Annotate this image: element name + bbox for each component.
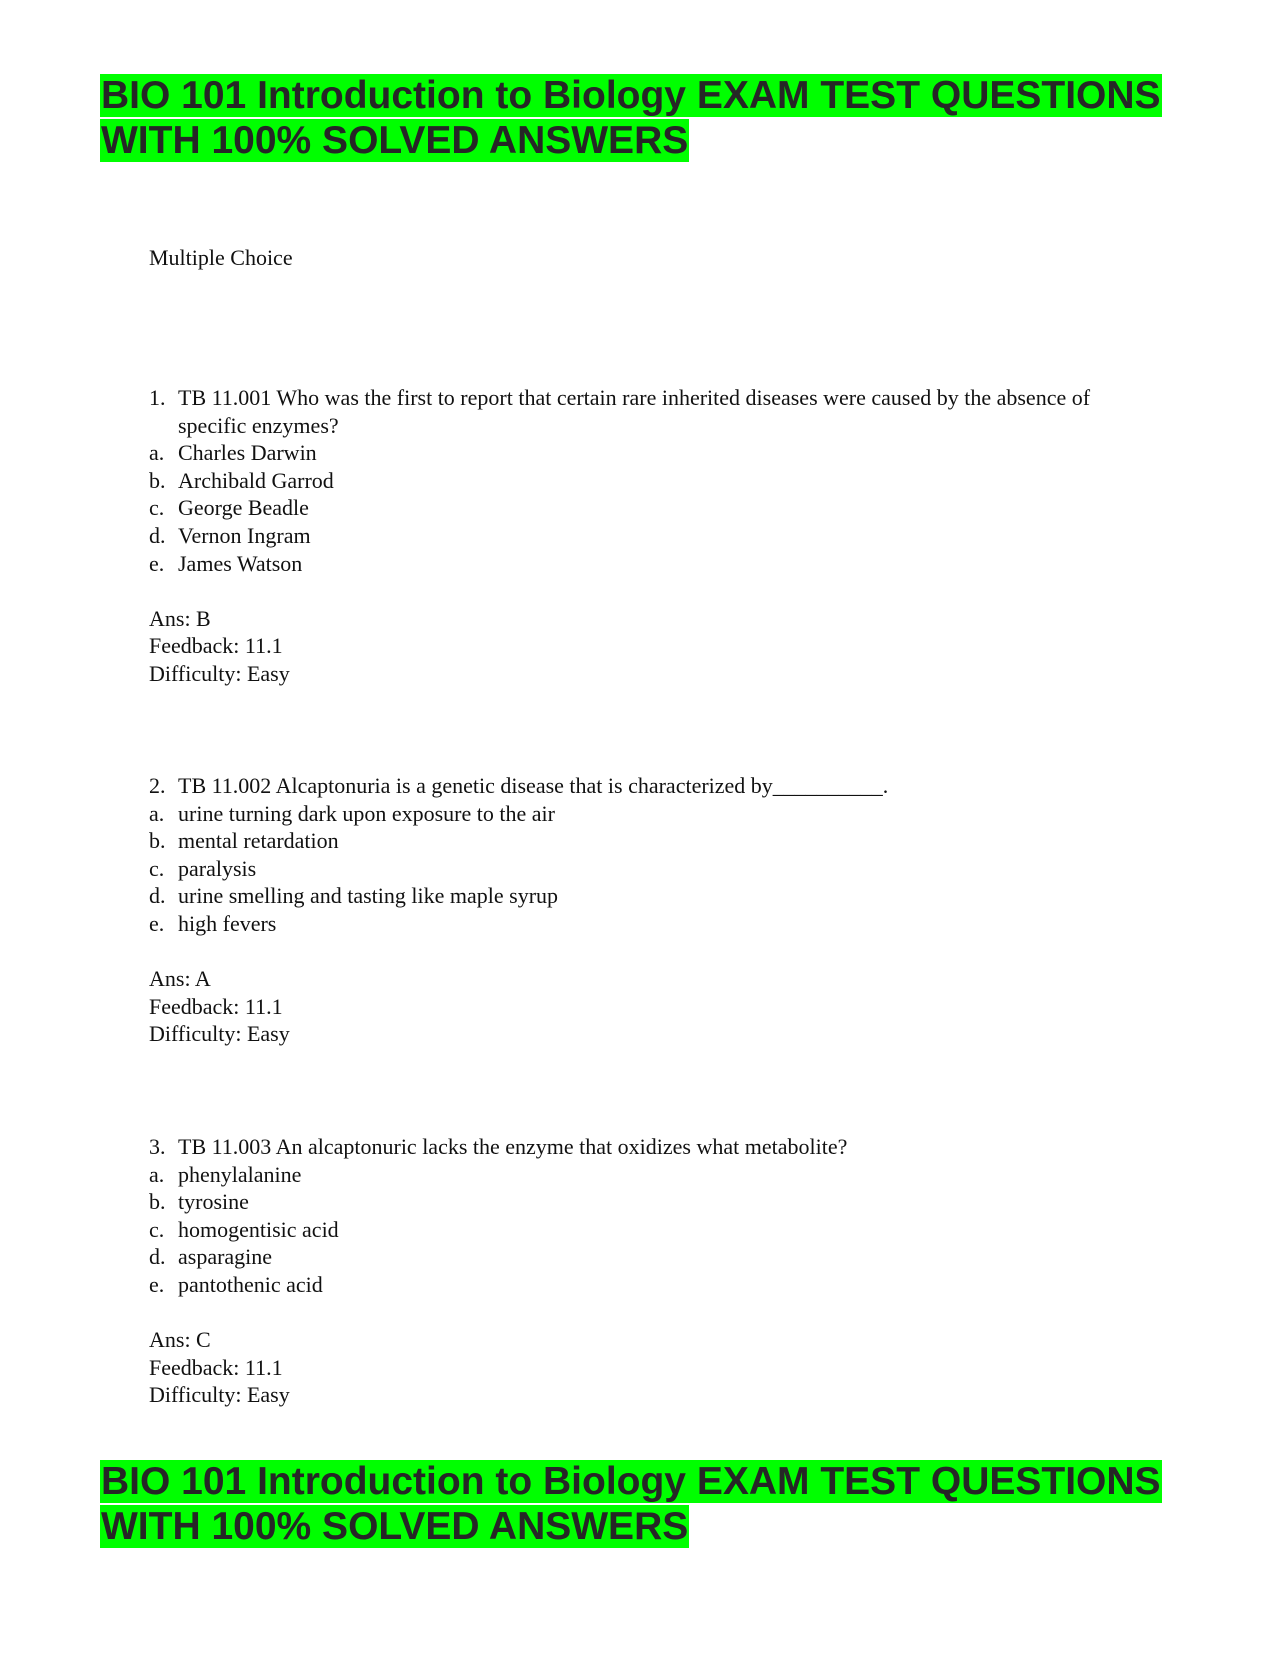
- option-text: homogentisic acid: [178, 1216, 339, 1242]
- option-letter: a.: [149, 800, 165, 826]
- option-d: [149, 882, 1129, 910]
- option-text: James Watson: [178, 550, 303, 576]
- question-stem: [149, 1133, 1129, 1161]
- option-a: [149, 1161, 1129, 1189]
- option-text: high fevers: [178, 910, 277, 936]
- option-text: George Beadle: [178, 495, 309, 521]
- difficulty: Difficulty: Easy: [149, 660, 290, 686]
- feedback: Feedback: 11.1: [149, 1354, 283, 1380]
- feedback: Feedback: 11.1: [149, 993, 283, 1019]
- answer-block: [149, 965, 1129, 1048]
- option-letter: e.: [149, 1271, 165, 1297]
- page-title-line-1: BIO 101 Introduction to Biology EXAM TEST QUESTIONS: [101, 74, 1161, 117]
- option-c: [149, 855, 1129, 883]
- footer-title-line-1: BIO 101 Introduction to Biology EXAM TEST QUESTIONS: [101, 1460, 1161, 1503]
- option-letter: e.: [149, 910, 165, 936]
- answer-block: [149, 605, 1129, 688]
- page-title-line-2: WITH 100% SOLVED ANSWERS: [101, 119, 689, 162]
- question-stem: [149, 384, 1129, 439]
- question-1: [149, 384, 1129, 688]
- option-c: [149, 494, 1129, 522]
- question-2: [149, 772, 1129, 1048]
- difficulty: Difficulty: Easy: [149, 1382, 290, 1408]
- option-text: paralysis: [178, 855, 257, 881]
- option-text: tyrosine: [178, 1189, 249, 1215]
- option-e: [149, 910, 1129, 938]
- option-a: [149, 439, 1129, 467]
- option-letter: b.: [149, 828, 166, 854]
- answer: Ans: A: [149, 966, 211, 992]
- option-letter: d.: [149, 883, 166, 909]
- option-b: [149, 1188, 1129, 1216]
- option-text: Charles Darwin: [178, 440, 317, 466]
- footer-title: [100, 1459, 1162, 1549]
- feedback: Feedback: 11.1: [149, 633, 283, 659]
- answer: Ans: C: [149, 1327, 211, 1353]
- option-text: urine smelling and tasting like maple syrup: [178, 883, 559, 909]
- difficulty: Difficulty: Easy: [149, 1021, 290, 1047]
- option-e: [149, 550, 1129, 578]
- answer: Ans: B: [149, 605, 211, 631]
- question-number: 2.: [149, 773, 166, 798]
- option-b: [149, 467, 1129, 495]
- option-text: asparagine: [178, 1244, 273, 1270]
- footer-title-line-2: WITH 100% SOLVED ANSWERS: [101, 1505, 689, 1548]
- option-c: [149, 1216, 1129, 1244]
- question-number: 1.: [149, 385, 166, 410]
- option-text: urine turning dark upon exposure to the air: [178, 800, 555, 826]
- option-b: [149, 827, 1129, 855]
- option-letter: c.: [149, 495, 165, 521]
- option-d: [149, 522, 1129, 550]
- question-text: TB 11.001 Who was the first to report that certain rare inherited diseases were caused by the absence of specific enzymes?: [178, 385, 1091, 438]
- option-text: Archibald Garrod: [178, 467, 334, 493]
- page-title: [100, 73, 1162, 163]
- option-letter: d.: [149, 522, 166, 548]
- question-3: [149, 1133, 1129, 1409]
- option-letter: b.: [149, 1189, 166, 1215]
- option-letter: c.: [149, 855, 165, 881]
- option-e: [149, 1271, 1129, 1299]
- option-text: phenylalanine: [178, 1161, 302, 1187]
- option-text: pantothenic acid: [178, 1271, 323, 1297]
- answer-block: [149, 1326, 1129, 1409]
- option-letter: e.: [149, 550, 165, 576]
- question-text: TB 11.002 Alcaptonuria is a genetic disease that is characterized by__________.: [178, 773, 889, 798]
- section-label: Multiple Choice: [149, 245, 293, 270]
- option-d: [149, 1243, 1129, 1271]
- option-a: [149, 800, 1129, 828]
- option-letter: c.: [149, 1216, 165, 1242]
- option-letter: a.: [149, 1161, 165, 1187]
- option-letter: a.: [149, 440, 165, 466]
- option-letter: b.: [149, 467, 166, 493]
- option-text: mental retardation: [178, 828, 339, 854]
- option-text: Vernon Ingram: [178, 522, 311, 548]
- option-letter: d.: [149, 1244, 166, 1270]
- question-text: TB 11.003 An alcaptonuric lacks the enzyme that oxidizes what metabolite?: [178, 1134, 848, 1159]
- question-number: 3.: [149, 1134, 166, 1159]
- question-stem: [149, 772, 1129, 800]
